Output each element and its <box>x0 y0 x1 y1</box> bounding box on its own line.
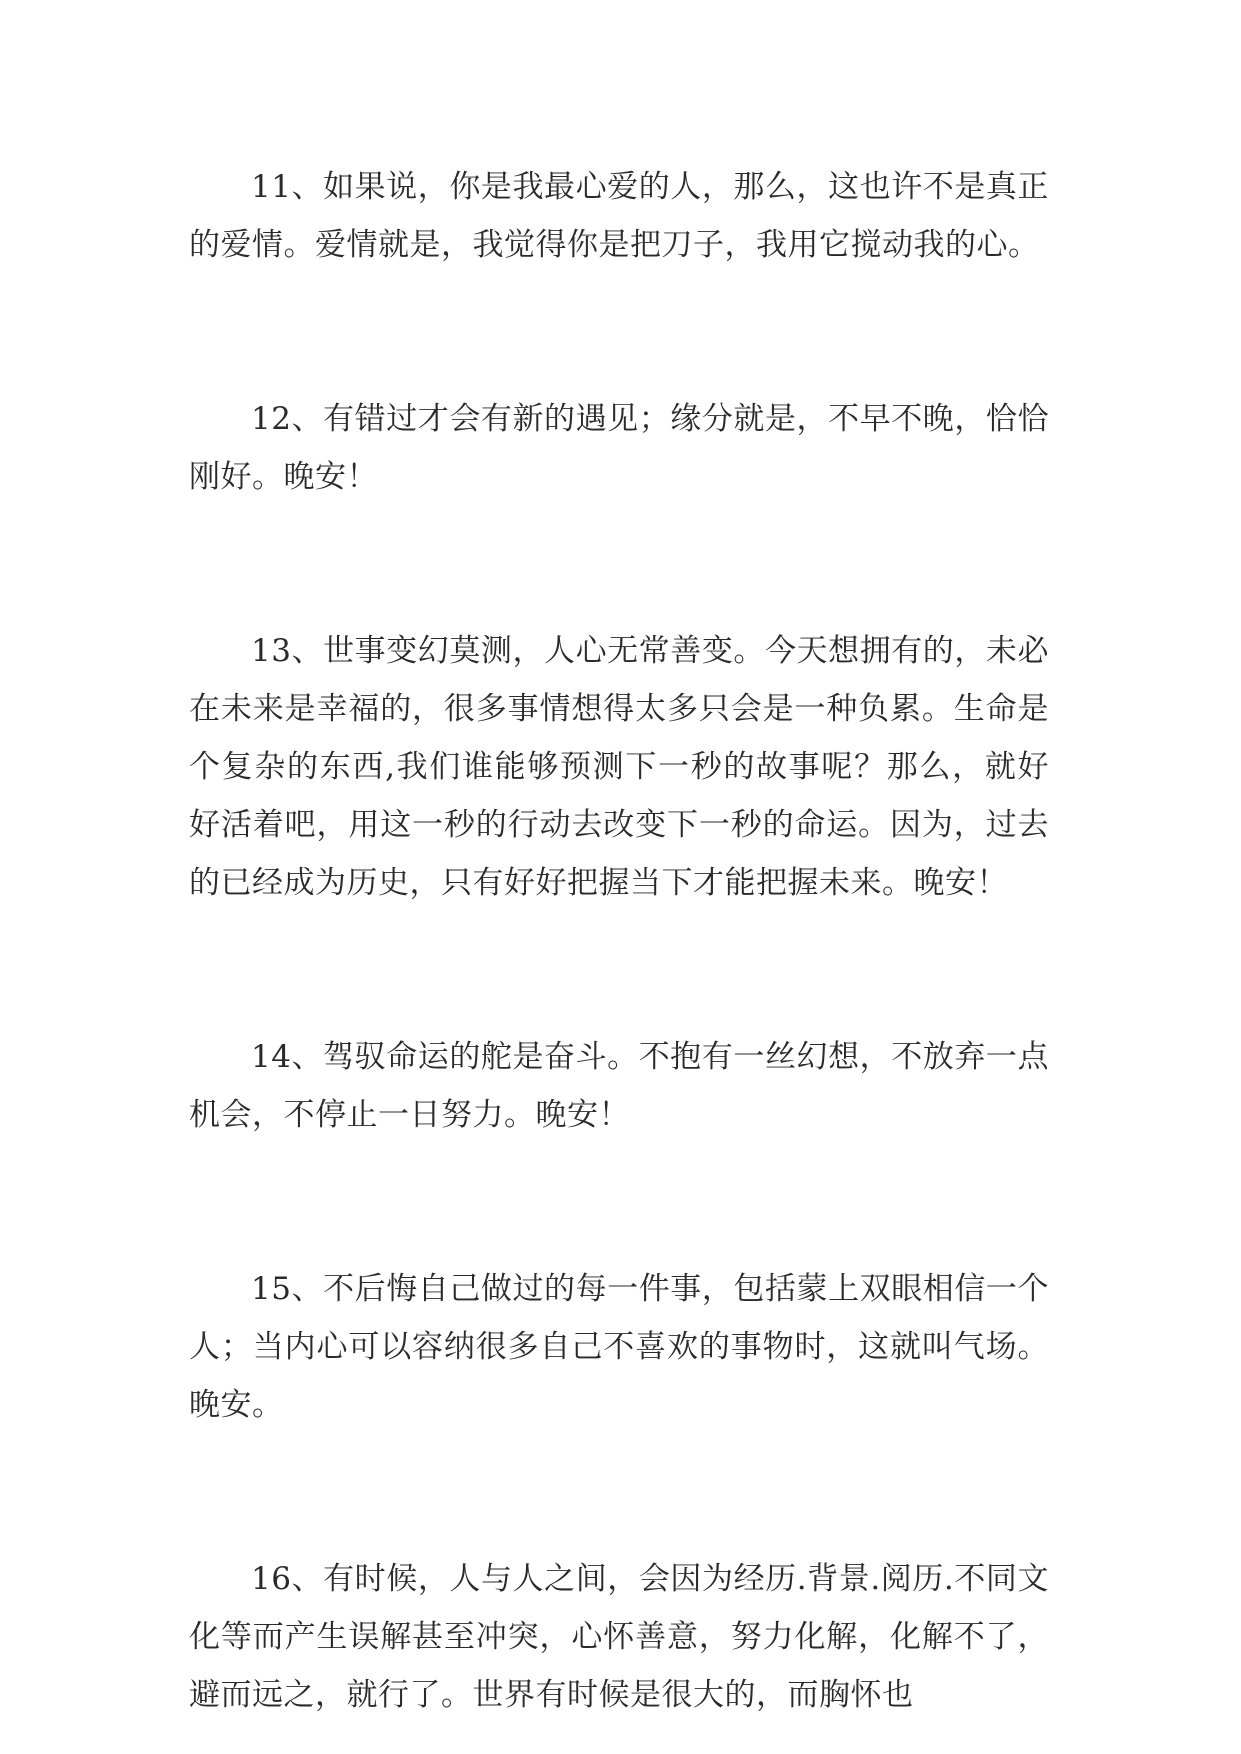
paragraph-16: 16、有时候，人与人之间，会因为经历.背景.阅历.不同文化等而产生误解甚至冲突，心怀善意，努力化解，化解不了，避而远之，就行了。世界有时候是很大的，而胸怀也 <box>189 1561 1049 1713</box>
paragraph-13: 13、世事变幻莫测，人心无常善变。今天想拥有的，未必在未来是幸福的，很多事情想得太多只会是一种负累。生命是个复杂的东西,我们谁能够预测下一秒的故事呢？那么，就好好活着吧，用这一秒的行动去改变下一秒的命运。因为，过去的已经成为历史，只有好好把握当下才能把握未来。晚安！ <box>189 633 1049 901</box>
paragraph-12: 12、有错过才会有新的遇见；缘分就是，不早不晚，恰恰刚好。晚安！ <box>189 401 1049 495</box>
paragraph-11: 11、如果说，你是我最心爱的人，那么，这也许不是真正的爱情。爱情就是，我觉得你是把刀子，我用它搅动我的心。 <box>189 169 1049 263</box>
paragraph-15: 15、不后悔自己做过的每一件事，包括蒙上双眼相信一个人；当内心可以容纳很多自己不喜欢的事物时，这就叫气场。晚安。 <box>189 1271 1049 1423</box>
paragraph-14: 14、驾驭命运的舵是奋斗。不抱有一丝幻想，不放弃一点机会，不停止一日努力。晚安！ <box>189 1039 1049 1133</box>
document-body <box>189 158 1049 1724</box>
